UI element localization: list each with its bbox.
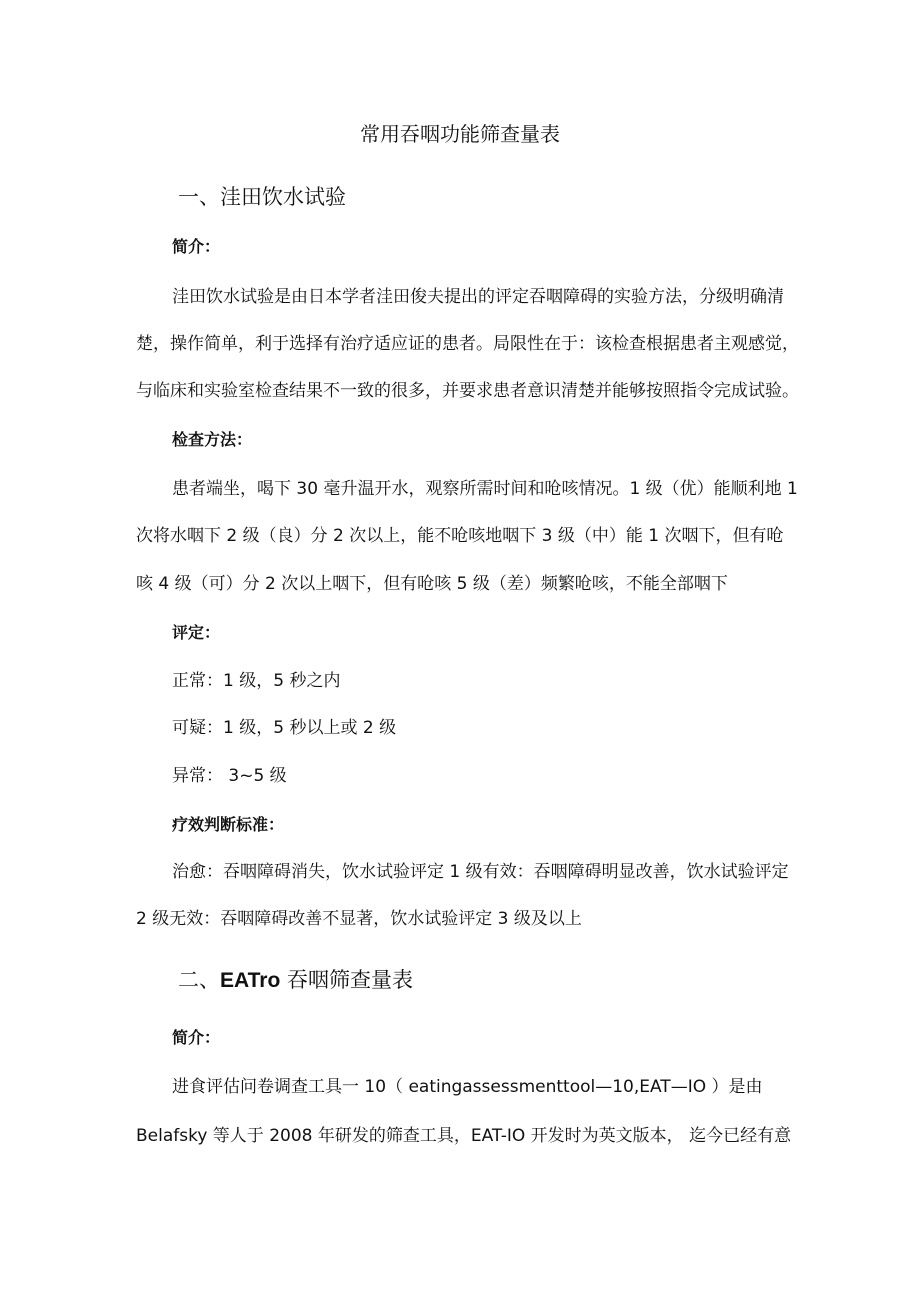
section-2-heading-suffix: 吞咽筛查量表 [280, 968, 413, 992]
section-1-method-line: 患者端坐，喝下 30 毫升温开水，观察所需时间和呛咳情况。1 级（优）能顺利地 1 [172, 479, 798, 499]
section-2-intro-label: 简介： [172, 1028, 221, 1047]
section-1-method-line: 咳 4 级（可）分 2 次以上咽下，但有呛咳 5 级（差）频繁呛咳，不能全部咽下 [136, 574, 728, 594]
section-1-criteria-line: 2 级无效：吞咽障碍改善不显著，饮水试验评定 3 级及以上 [136, 909, 582, 929]
section-2-intro-line: 进食评估问卷调查工具一 10（ eatingassessmenttool—10,EAT—IO ）是由 [172, 1077, 763, 1097]
section-2-intro-line: Belafsky 等人于 2008 年研发的筛查工具，EAT-IO 开发时为英文版本， 迄今已经有意 [136, 1126, 792, 1146]
section-1-intro-line: 洼田饮水试验是由日本学者洼田俊夫提出的评定吞咽障碍的实验方法，分级明确清 [172, 287, 784, 307]
section-1-eval-item: 正常：1 级，5 秒之内 [172, 671, 341, 691]
section-1-eval-item: 可疑：1 级，5 秒以上或 2 级 [172, 718, 397, 738]
section-2-heading-prefix: 二、 [178, 968, 220, 992]
section-1-method-label: 检查方法： [172, 430, 253, 449]
section-1-intro-label: 简介： [172, 237, 221, 256]
section-1-intro-line: 与临床和实验室检查结果不一致的很多，并要求患者意识清楚并能够按照指令完成试验。 [136, 381, 799, 401]
page-title: 常用吞咽功能筛查量表 [360, 122, 560, 146]
section-2-heading-acronym: EATro [220, 969, 281, 992]
section-1-heading: 一、洼田饮水试验 [178, 185, 346, 209]
section-1-criteria-label: 疗效判断标准： [172, 815, 285, 834]
section-1-criteria-line: 治愈：吞咽障碍消失，饮水试验评定 1 级有效：吞咽障碍明显改善，饮水试验评定 [172, 862, 789, 882]
section-1-intro-line: 楚，操作简单，利于选择有治疗适应证的患者。局限性在于：该检查根据患者主观感觉， [136, 334, 799, 354]
section-2-heading [178, 966, 413, 995]
section-1-method-line: 次将水咽下 2 级（良）分 2 次以上，能不呛咳地咽下 3 级（中）能 1 次咽下，但有呛 [136, 526, 784, 546]
section-1-eval-item: 异常： 3~5 级 [172, 766, 287, 786]
section-1-eval-label: 评定： [172, 623, 221, 642]
